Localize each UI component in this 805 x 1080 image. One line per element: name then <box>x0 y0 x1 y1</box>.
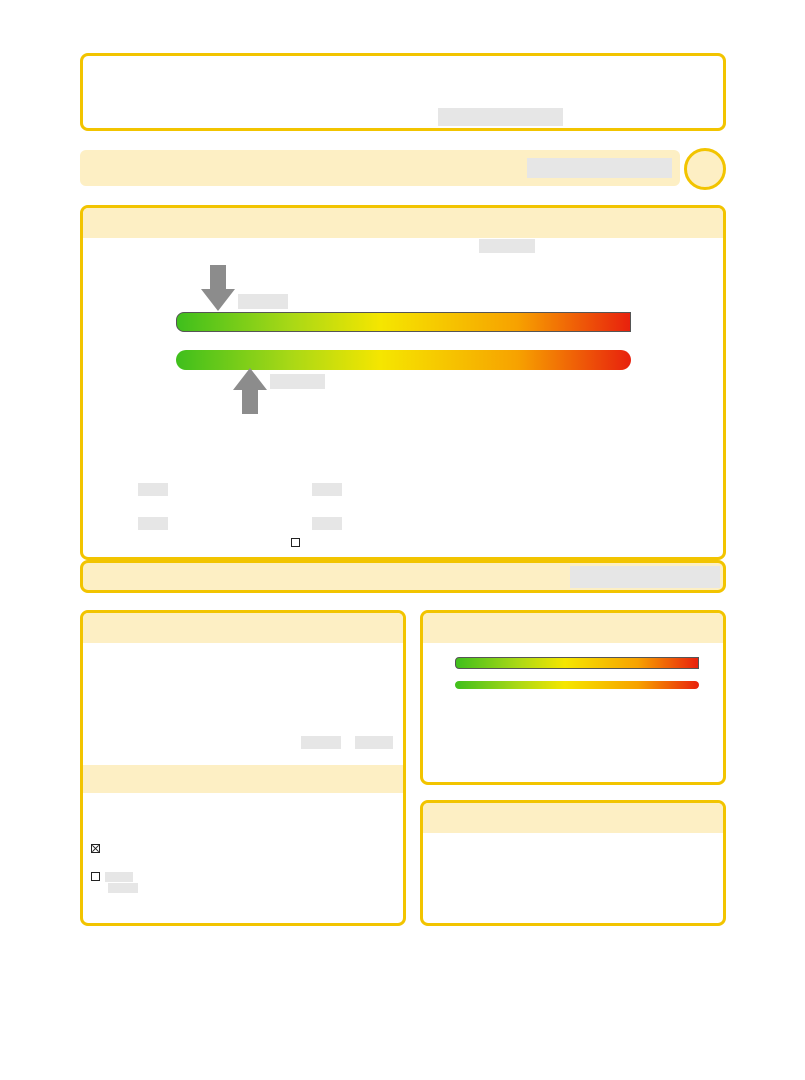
energy-scale-ticks <box>176 336 631 348</box>
energiebedarf-header <box>83 208 723 238</box>
vergleich-header <box>423 613 723 643</box>
energy-scale-classes <box>176 312 631 332</box>
renewable-header <box>83 613 403 643</box>
opt2-label <box>105 871 395 893</box>
info-bar <box>80 150 680 186</box>
header-box <box>80 53 726 131</box>
endbar-value-field <box>570 566 720 588</box>
renewable-box <box>80 610 406 926</box>
h-ist-value-field <box>138 517 168 530</box>
h-anf-value-field <box>312 517 342 530</box>
energiebedarf-box <box>80 205 726 560</box>
endenergie-arrow <box>201 265 235 311</box>
opt2-undershoot-field <box>105 872 133 882</box>
erlaeuterung-header <box>423 803 723 833</box>
prim-value-field <box>270 374 325 389</box>
anf-value-field <box>312 483 342 496</box>
ist-value-field <box>138 483 168 496</box>
summer-checkbox[interactable] <box>291 538 300 547</box>
vergleich-scale <box>455 657 699 669</box>
vergleich-ticks <box>455 671 699 681</box>
law-date-field <box>438 108 563 126</box>
opt2-share-field <box>108 883 138 893</box>
end-value-field <box>238 294 288 309</box>
massnahmen-title <box>91 772 95 786</box>
law-text <box>97 111 101 124</box>
vergleich-title <box>431 622 435 636</box>
primaerenergie-arrow <box>233 368 267 414</box>
sum-deck-field <box>301 736 341 749</box>
massnahmen-header <box>83 765 403 793</box>
energy-scale-bottom <box>176 350 631 370</box>
endenergie-bar <box>80 560 726 593</box>
sum-pflicht-field <box>355 736 393 749</box>
opt1-checkbox[interactable] <box>91 844 100 853</box>
page-number-badge <box>684 148 726 190</box>
opt2-checkbox[interactable] <box>91 872 100 881</box>
erlaeuterung-box <box>420 800 726 926</box>
vergleich-box <box>420 610 726 785</box>
renewable-title <box>91 622 95 636</box>
thg-value-field <box>479 239 535 253</box>
vergleich-scale-bottom <box>455 681 699 689</box>
reg-value-field <box>527 158 672 178</box>
